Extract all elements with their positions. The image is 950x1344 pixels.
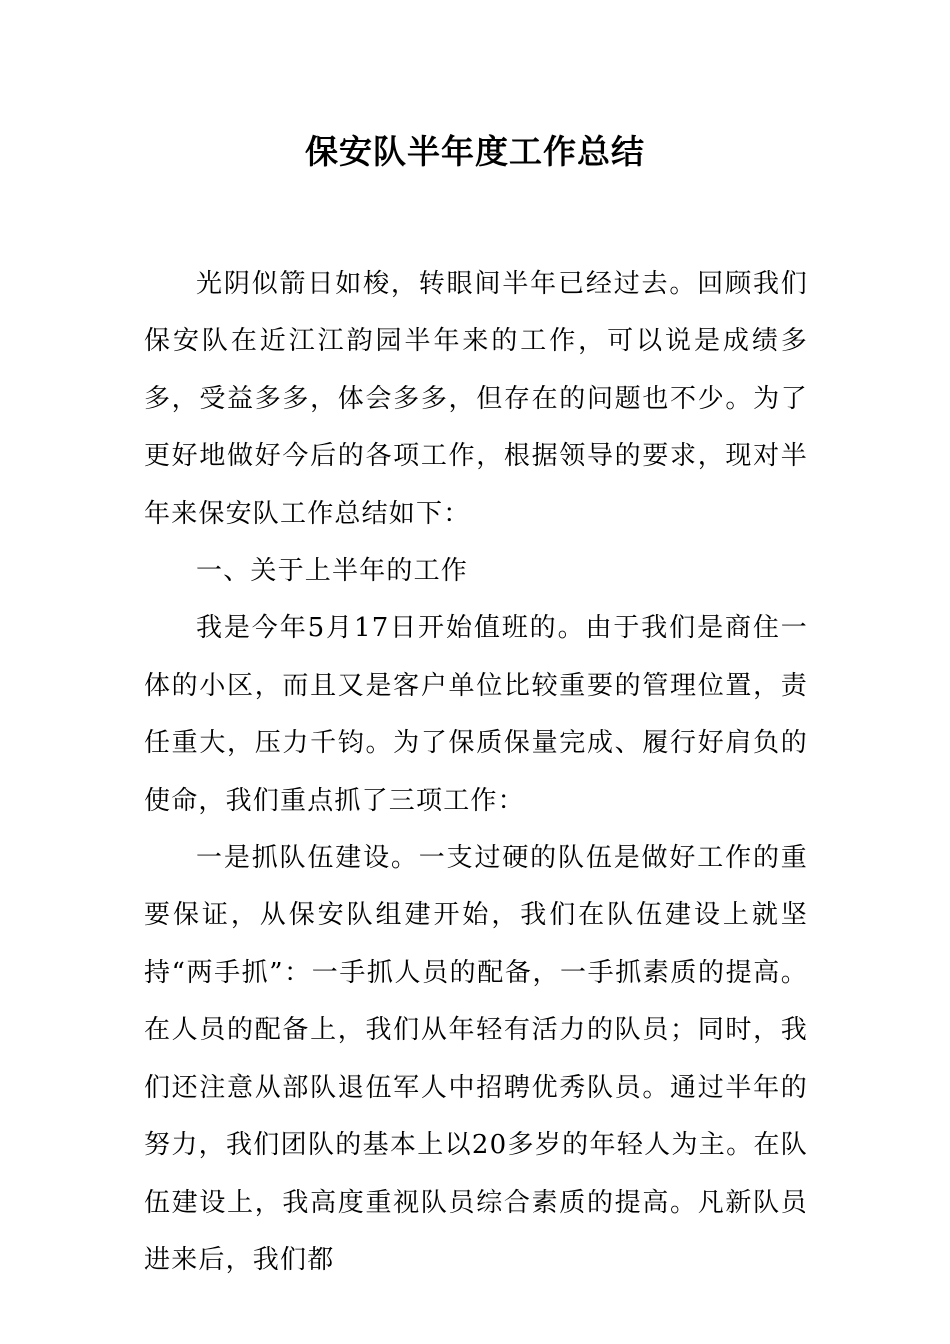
page-title: 保安队半年度工作总结 — [305, 132, 645, 171]
section-heading: 一、关于上半年的工作 — [196, 556, 469, 587]
paragraph-start-date: 我是今年5月17日开始值班的。由于我们是商住一体的小区，而且又是客户单位比较重要的管理位置，责任重大，压力千钧。为了保质保量完成、履行好肩负的使命，我们重点抓了三项工作： — [144, 613, 808, 816]
paragraph-team-building: 一是抓队伍建设。一支过硬的队伍是做好工作的重要保证，从保安队组建开始，我们在队伍建设上就坚持“两手抓”：一手抓人员的配备，一手抓素质的提高。在人员的配备上，我们从年轻有活力的队员；同时，我们还注意从部队退伍军人中招聘优秀队员。通过半年的努力，我们团队的基本上以20多岁的年轻人为主。在队伍建设上，我高度重视队员综合素质的提高。凡新队员进来后，我们都 — [144, 843, 808, 1275]
document-body — [144, 256, 808, 1289]
paragraph-intro: 光阴似箭日如梭，转眼间半年已经过去。回顾我们保安队在近江江韵园半年来的工作，可以说是成绩多多，受益多多，体会多多，但存在的问题也不少。为了更好地做好今后的各项工作，根据领导的要求，现对半年来保安队工作总结如下： — [144, 269, 808, 529]
